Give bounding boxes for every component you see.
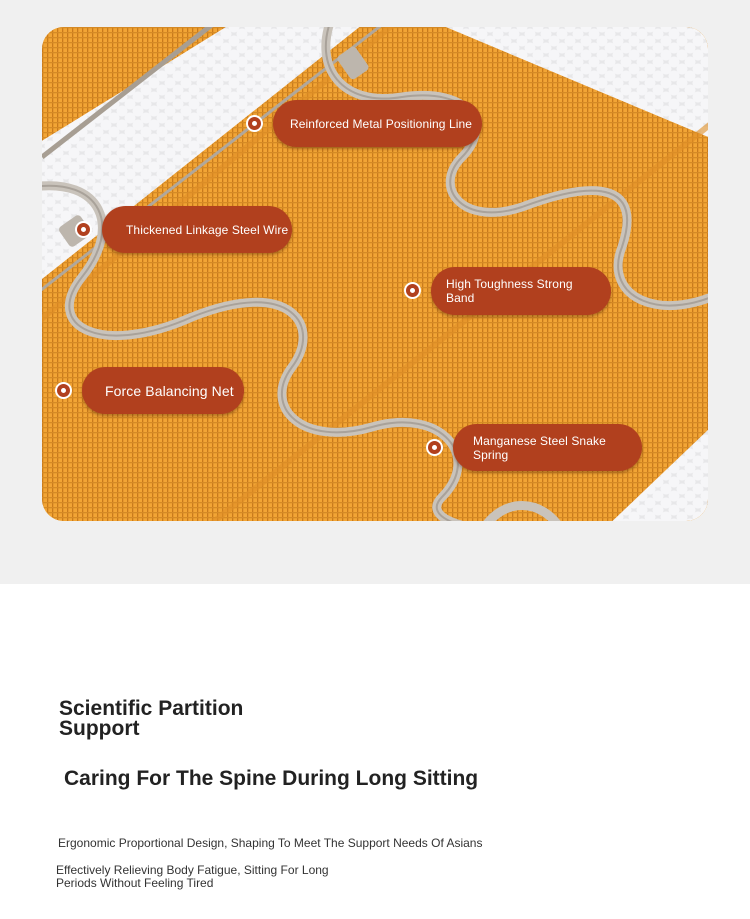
- description-line-2: Effectively Relieving Body Fatigue, Sitting For Long Periods Without Feeling Tired: [56, 863, 329, 890]
- callout-reinforced-label: Reinforced Metal Positioning Line: [290, 116, 473, 131]
- callout-manganese-label: Manganese Steel Snake Spring: [473, 433, 606, 462]
- callout-toughness: [431, 267, 611, 315]
- callout-marker-thickened: [77, 223, 90, 236]
- section-title: Scientific Partition Support: [59, 697, 244, 740]
- callout-toughness-label: High Toughness Strong Band: [446, 277, 573, 305]
- section-subtitle: Caring For The Spine During Long Sitting: [64, 767, 479, 790]
- callout-marker-force: [57, 384, 70, 397]
- callout-marker-manganese: [428, 441, 441, 454]
- callout-manganese: [453, 424, 642, 471]
- callout-force: [82, 367, 244, 414]
- callout-marker-toughness: [406, 284, 419, 297]
- callout-thickened: [102, 206, 292, 253]
- callout-force-label: Force Balancing Net: [105, 382, 234, 399]
- callout-reinforced: [273, 100, 482, 147]
- description-line-1: Ergonomic Proportional Design, Shaping To Meet The Support Needs Of Asians: [58, 836, 483, 850]
- callout-thickened-label: Thickened Linkage Steel Wire: [126, 222, 289, 237]
- callout-marker-reinforced: [248, 117, 261, 130]
